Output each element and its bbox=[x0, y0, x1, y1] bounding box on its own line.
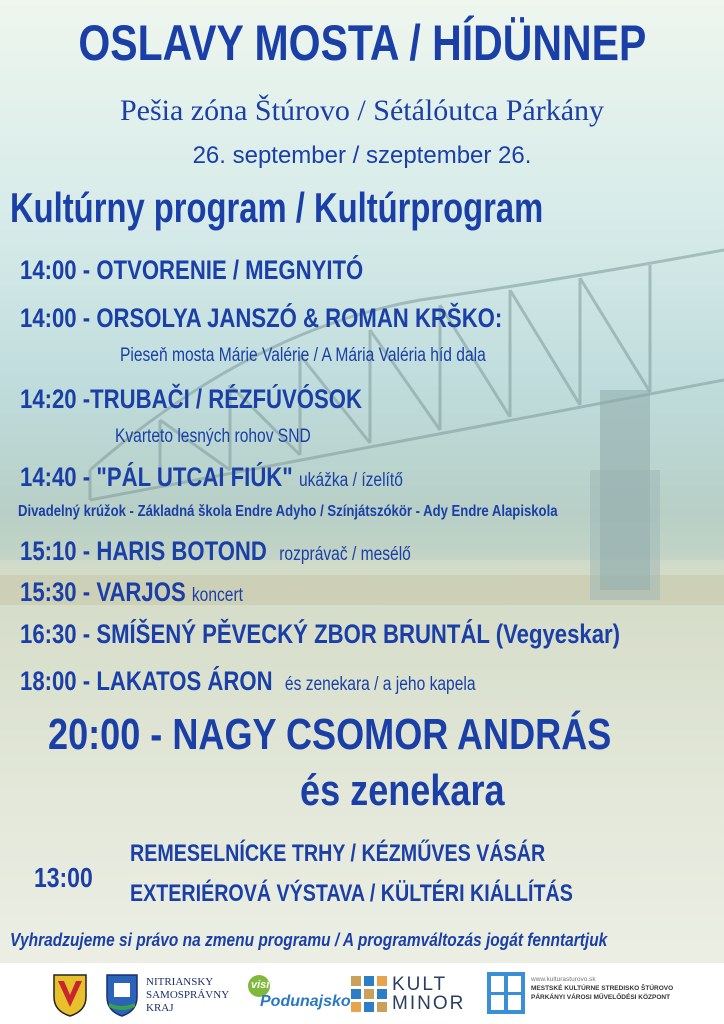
program-item-lakatos bbox=[20, 666, 575, 697]
program-time: 15:10 - bbox=[20, 536, 91, 566]
mks-logo-text: www.kulturasturovo.sk MESTSKÉ KULTÚRNE STREDISKO ŠTÚROVO PÁRKÁNYI VÁROSI MŰVELŐDÉSI KÖZPONT bbox=[531, 976, 674, 1001]
program-title: TRUBAČI / RÉZFÚVÓSOK bbox=[90, 384, 363, 414]
program-extra: ukážka / ízelítő bbox=[298, 470, 403, 491]
headline-act-subline: és zenekara bbox=[300, 766, 505, 815]
program-title: LAKATOS ÁRON bbox=[96, 666, 273, 696]
nsk-shield-icon bbox=[105, 973, 139, 1017]
program-item-varjos bbox=[20, 577, 292, 608]
program-item-trubaci bbox=[20, 384, 437, 415]
program-extra: rozprávač / mesélő bbox=[279, 544, 411, 565]
kultminor-grid-icon bbox=[350, 975, 388, 1013]
program-time: 14:20 - bbox=[20, 384, 91, 414]
program-title: SMÍŠENÝ PĚVECKÝ ZBOR BRUNTÁL (Vegyeskar) bbox=[96, 619, 621, 649]
program-item-pal-utcai bbox=[20, 462, 487, 493]
event-title: OSLAVY MOSTA / HÍDÜNNEP bbox=[78, 15, 646, 71]
sponsor-footer: NITRIANSKY SAMOSPRÁVNY KRAJ visit Podunajsko KULT MINOR www.kulturasturovo.sk MESTSKÉ KULTÚRNE STREDISKO ŠTÚROVO PÁRKÁNYI VÁROSI MŰVELŐDÉSI KÖZPONT bbox=[0, 963, 724, 1024]
program-time: 14:00 - bbox=[20, 303, 91, 333]
program-title: VARJOS bbox=[96, 577, 186, 607]
sturovo-coat-of-arms-icon bbox=[52, 973, 88, 1017]
program-note: Pieseň mosta Márie Valérie / A Mária Valéria híd dala bbox=[120, 345, 486, 366]
program-time: 14:00 - bbox=[20, 255, 91, 285]
program-title: ORSOLYA JANSZÓ & ROMAN KRŠKO: bbox=[96, 303, 503, 333]
program-item-jansz-krsko bbox=[20, 303, 608, 334]
crafts-time: 13:00 bbox=[34, 862, 93, 893]
program-note: Kvarteto lesných rohov SND bbox=[115, 426, 311, 447]
program-extra: koncert bbox=[191, 585, 243, 606]
nsk-logo-text: NITRIANSKY SAMOSPRÁVNY KRAJ bbox=[146, 976, 230, 1014]
program-time: 18:00 - bbox=[20, 666, 91, 696]
crafts-line-exhibition: EXTERIÉROVÁ VÝSTAVA / KÜLTÉRI KIÁLLÍTÁS bbox=[130, 880, 573, 907]
program-item-opening bbox=[20, 255, 439, 286]
program-title: "PÁL UTCAI FIÚK" bbox=[96, 462, 293, 492]
mks-window-icon bbox=[486, 971, 526, 1015]
program-heading: Kultúrny program / Kultúrprogram bbox=[10, 184, 544, 231]
headline-act: 20:00 - NAGY CSOMOR ANDRÁS bbox=[48, 710, 612, 759]
program-time: 14:40 - bbox=[20, 462, 91, 492]
program-time: 15:30 - bbox=[20, 577, 91, 607]
crafts-line-market: REMESELNÍCKE TRHY / KÉZMŰVES VÁSÁR bbox=[130, 840, 546, 867]
event-date: 26. september / szeptember 26. bbox=[192, 142, 532, 169]
program-note: Divadelný krúžok - Základná škola Endre Adyho / Színjátszókör - Ady Endre Alapiskola bbox=[18, 503, 558, 520]
program-extra: és zenekara / a jeho kapela bbox=[284, 674, 476, 695]
program-item-bruntal bbox=[20, 619, 724, 650]
disclaimer: Vyhradzujeme si právo na zmenu programu / A programváltozás jogát fenntartjuk bbox=[10, 930, 608, 950]
kultminor-logo-text: KULT MINOR bbox=[392, 974, 466, 1014]
event-location: Pešia zóna Štúrovo / Sétálóutca Párkány bbox=[119, 94, 605, 127]
program-title: HARIS BOTOND bbox=[96, 536, 267, 566]
program-title: OTVORENIE / MEGNYITÓ bbox=[96, 255, 364, 285]
program-item-haris bbox=[20, 536, 497, 567]
program-time: 16:30 - bbox=[20, 619, 91, 649]
